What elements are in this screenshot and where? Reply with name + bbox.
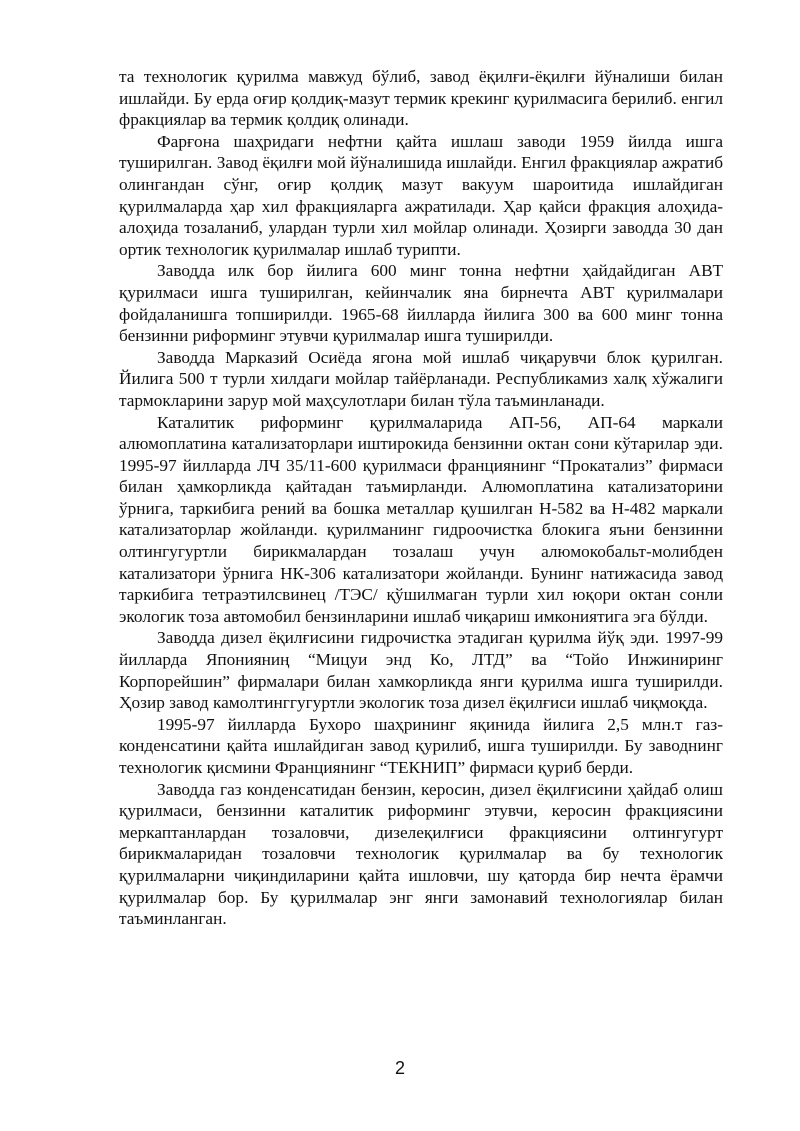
paragraph-avt-units: Заводда илк бор йилига 600 минг тонна нефтни ҳайдайдиган АВТ қурилмаси ишга туширилган, кейинчалик яна бирнечта АВТ қурилмалари фойдаланишга топширилди. 1965-68 йилларда йилига 300 ва 600 минг тонна бензинни риформинг этувчи қурилмалар ишга туширилди. bbox=[119, 261, 723, 346]
paragraph-bukhara-refinery: 1995-97 йилларда Бухоро шаҳрининг яқинида йилига 2,5 млн.т газ-конденсатини қайта ишлайдиган завод қурилиб, ишга туширилди. Бу заводнинг технологик қисмини Франциянинг “ТЕКНИП” фирмаси қуриб берди. bbox=[119, 714, 723, 777]
page-number: 2 bbox=[394, 1058, 405, 1078]
paragraph-oil-block: Заводда Марказий Осиёда ягона мой ишлаб чиқарувчи блок қурилган. Йилига 500 т турли хилдаги мойлар тайёрланади. Республикамиз халқ хўжалиги тармокларини зарур мой маҳсулотлари билан тўла таъминланади. bbox=[119, 347, 723, 410]
paragraph-gas-condensate-units: Заводда газ конденсатидан бензин, керосин, дизел ёқилғисини ҳайдаб олиш қурилмаси, бензинни каталитик риформинг этувчи, керосин фракциясини меркаптанлардан тозаловчи, дизелеқилғиси фракциясини олтингугурт бирикмаларидан тозаловчи технологик қурилмалар ва бу технологик қурилмаларни чиқиндиларини қайта ишловчи, шу қаторда бир нечта ёрамчи қурилмалар бор. Бу қурилмалар энг янги замонавий технологиялар билан таъминланган. bbox=[119, 779, 723, 929]
paragraph-fergana-refinery: Фарғона шаҳридаги нефтни қайта ишлаш заводи 1959 йилда ишга туширилган. Завод ёқилғи мой йўналишида ишлайди. Енгил фракциялар ажратиб олингандан сўнг, оғир қолдиқ мазут вакуум шароитида ишлайдиган қурилмаларда ҳар хил фракцияларга ажратилади. Ҳар қайси фракция алоҳида-алоҳида тозаланиб, улардан турли хил мойлар олинади. Ҳозирги заводда 30 дан ортик технологик қурилмалар ишлаб турипти. bbox=[119, 131, 723, 259]
paragraph-continuation: та технологик қурилма мавжуд бўлиб, завод ёқилғи-ёқилғи йўналиши билан ишлайди. Бу ерда оғир қолдиқ-мазут термик крекинг қурилмасига берилиб. енгил фракциялар ва термик қолдиқ олинади. bbox=[119, 67, 723, 130]
paragraph-catalytic-reforming: Каталитик риформинг қурилмаларида АП-56, АП-64 маркали алюмоплатина катализаторлари иштирокида бензинни октан сони кўтарилар эди. 1995-97 йилларда ЛЧ 35/11-600 қурилмаси франциянинг “Прокатализ” фирмаси билан ҳамкорликда қайтадан таъмирланди. Алюмоплатина катализаторини ўрнига, таркибига рений ва бошка металлар қушилган Н-582 ва Н-482 маркали катализаторлар жойланди. қурилманинг гидроочистка блокига яъни бензинни олтингугуртли бирикмалардан тозалаш учун алюмокобальт-молибден катализатори ўрнига НК-306 катализатори жойланди. Бунинг натижасида завод таркибига тетраэтилсвинец /ТЭС/ қўшилмаган турли хил юқори октан сонли экологик тоза автомобил бензинларини ишлаб чиқариш имкониятига эга бўлди. bbox=[119, 412, 723, 626]
paragraph-diesel-hydrotreating: Заводда дизел ёқилғисини гидрочистка этадиган қурилма йўқ эди. 1997-99 йилларда Японияниң “Мицуи энд Ко, ЛТД” ва “Тойо Инжиниринг Корпорейшин” фирмалари билан хамкорликда янги қурилма ишга туширилди. Ҳозир завод камолтинггугуртли экологик тоза дизел ёқилғиси ишлаб чиқмоқда. bbox=[119, 628, 723, 713]
document-body bbox=[119, 66, 723, 930]
